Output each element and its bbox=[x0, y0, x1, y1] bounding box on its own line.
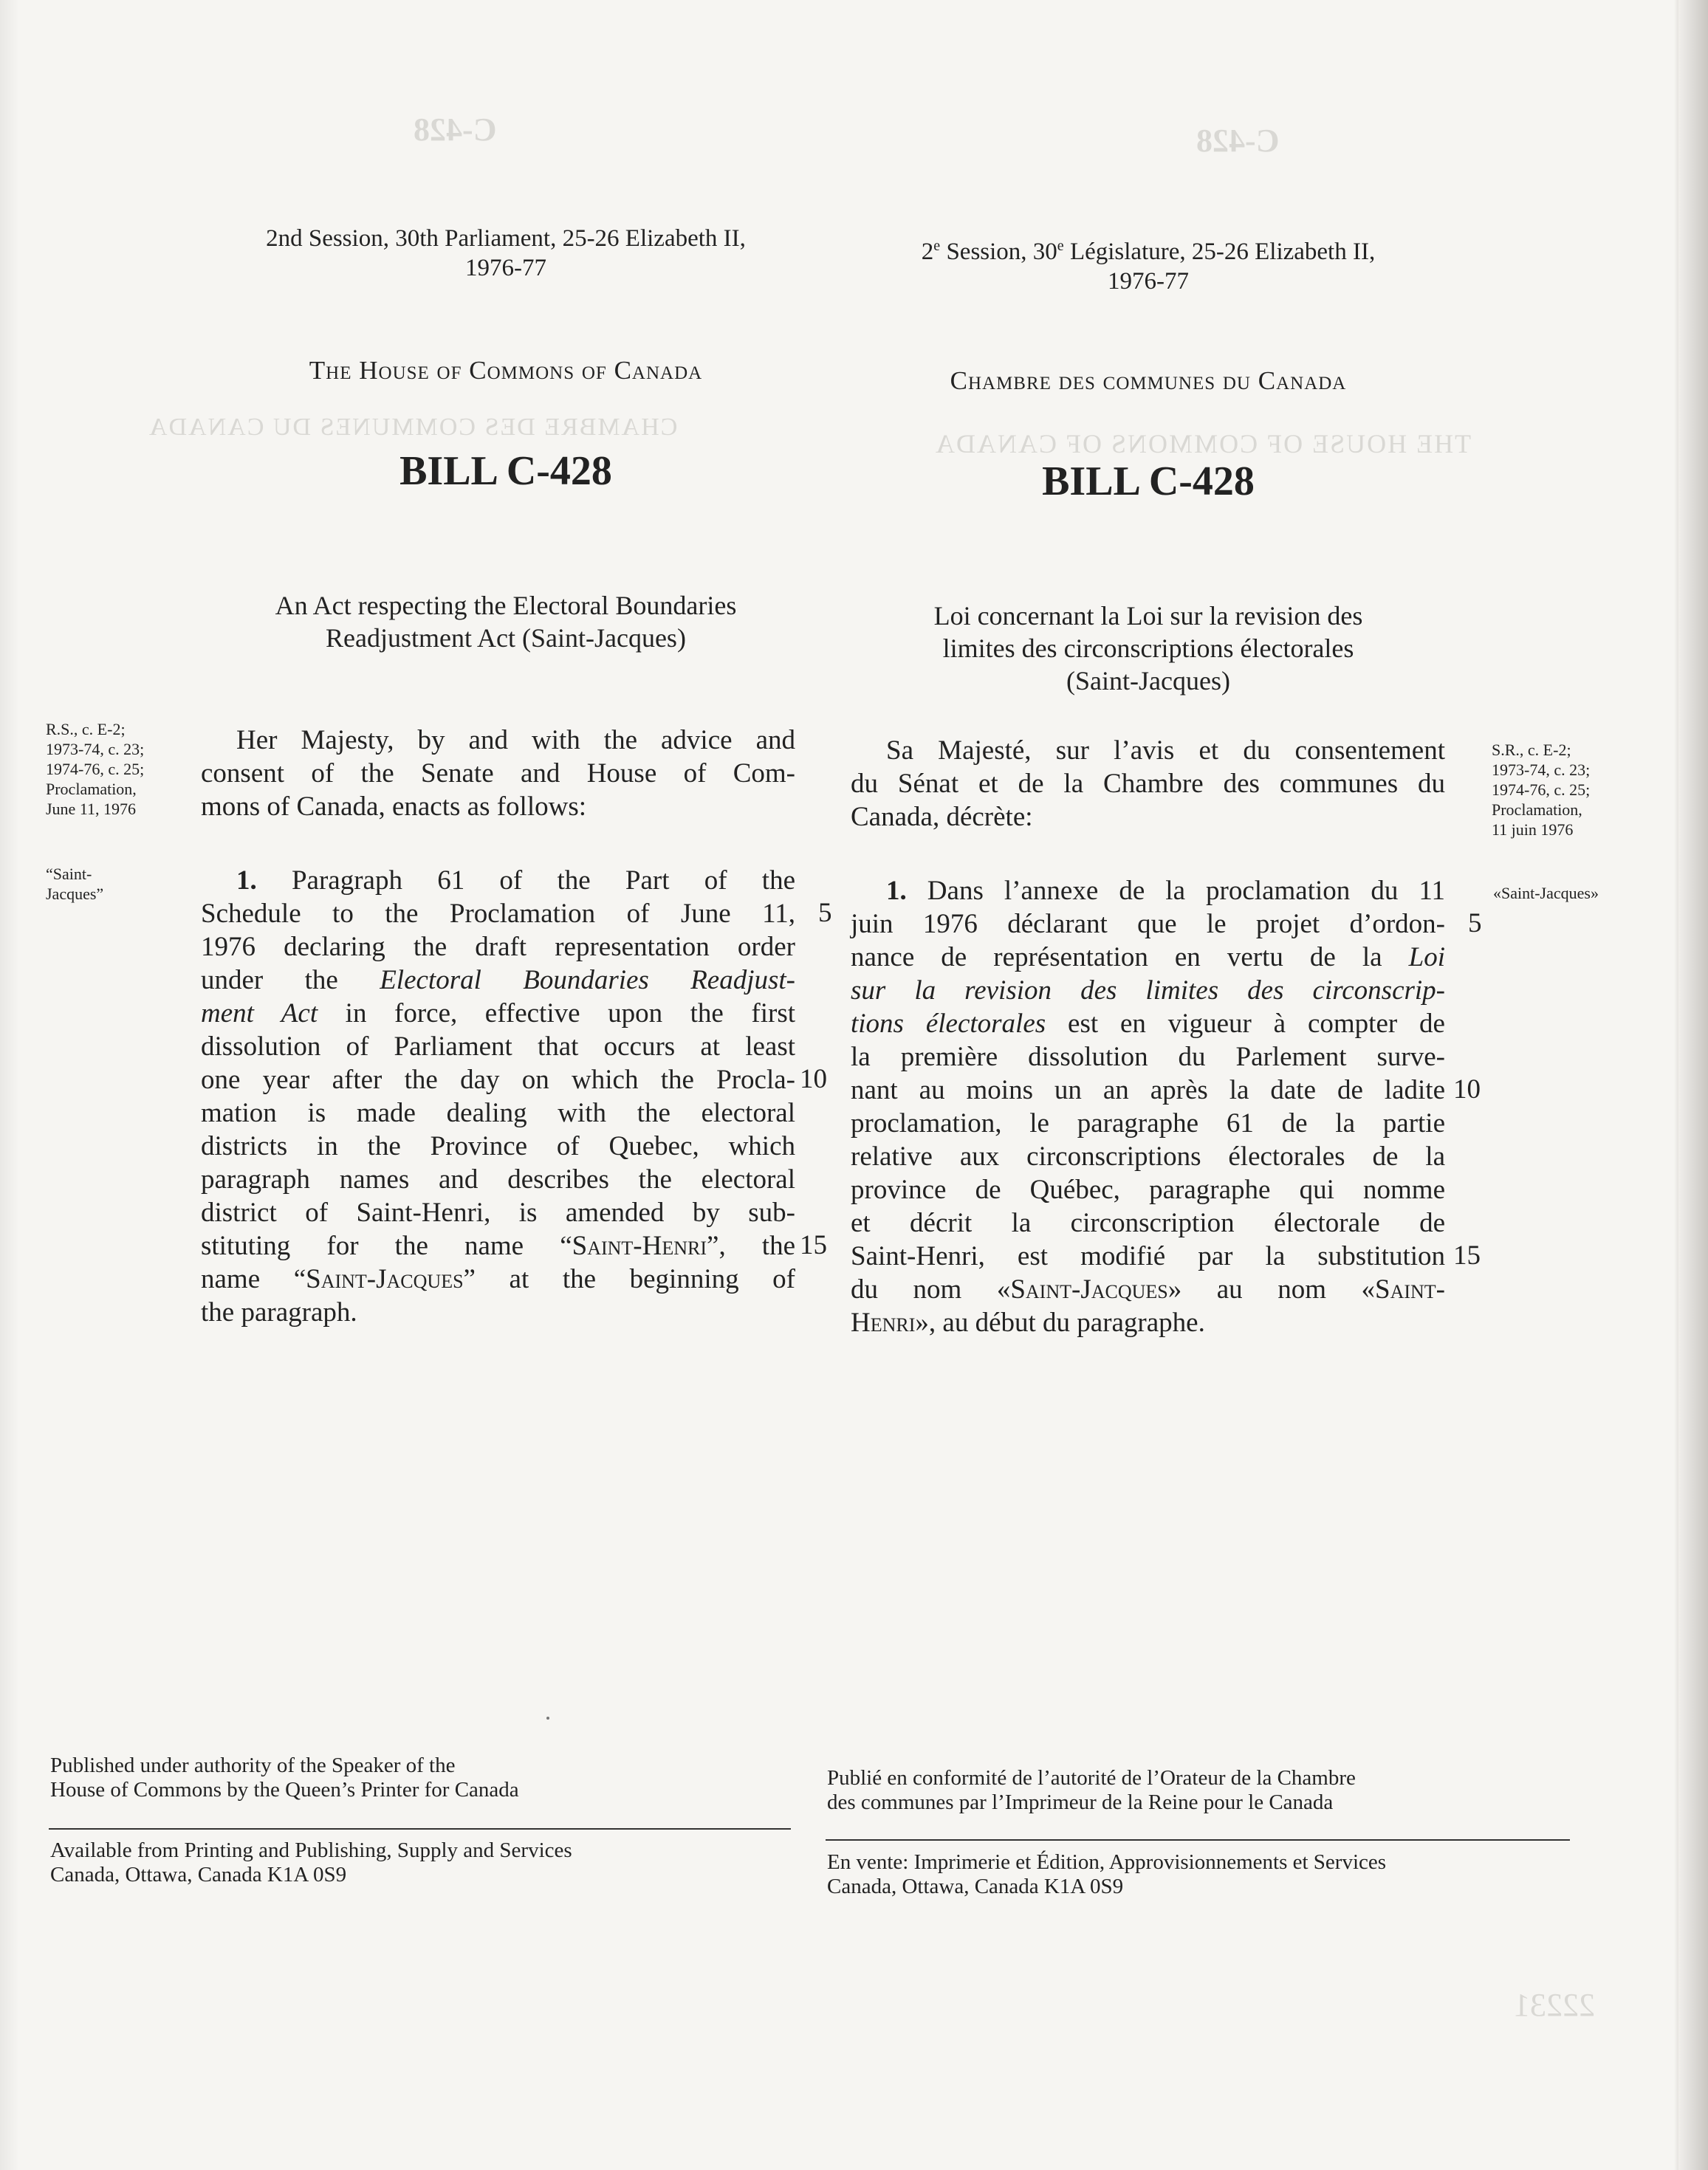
english-enacting-clause bbox=[201, 724, 795, 823]
english-section-1 bbox=[201, 864, 795, 1329]
french-clause-line: relative aux circonscriptions électorales de la bbox=[851, 1141, 1445, 1172]
english-clause-line: dissolution of Parliament that occurs at least bbox=[201, 1031, 795, 1062]
margin-note-line: Proclamation, bbox=[1492, 800, 1582, 819]
footer-line: Publié en conformité de l’autorité de l’Orateur de la Chambre bbox=[827, 1766, 1356, 1790]
margin-note-line: 1973-74, c. 23; bbox=[46, 740, 145, 758]
french-clause-line: province de Québec, paragraphe qui nomme bbox=[851, 1175, 1445, 1205]
french-footer-rule bbox=[826, 1839, 1570, 1841]
french-clause-line: sur la revision des limites des circonscrip- bbox=[851, 975, 1445, 1006]
english-line-number-10: 10 bbox=[800, 1064, 827, 1094]
french-enacting-clause bbox=[851, 734, 1445, 834]
footer-line: House of Commons by the Queen’s Printer for Canada bbox=[50, 1778, 519, 1802]
french-footer-published bbox=[827, 1766, 1588, 1815]
english-line-number-5: 5 bbox=[818, 898, 832, 928]
french-clause-line: proclamation, le paragraphe 61 de la partie bbox=[851, 1108, 1445, 1139]
margin-note-line: 1974-76, c. 25; bbox=[46, 760, 145, 778]
english-bill-number: BILL C-428 bbox=[399, 448, 612, 494]
bleed-number-left: C-428 bbox=[414, 111, 497, 148]
margin-note-line: R.S., c. E-2; bbox=[46, 720, 126, 738]
english-enacting-line: Her Majesty, by and with the advice and bbox=[236, 725, 795, 755]
english-footer-rule bbox=[49, 1828, 791, 1830]
french-title-line-2: limites des circonscriptions électorales bbox=[942, 634, 1354, 663]
french-clause-line: la première dissolution du Parlement surve- bbox=[851, 1042, 1445, 1072]
english-session-years: 1976-77 bbox=[465, 255, 546, 281]
english-clause-line: 1. Paragraph 61 of the Part of the bbox=[236, 865, 795, 896]
french-enacting-line: du Sénat et de la Chambre des communes du bbox=[851, 769, 1445, 799]
footer-line: Canada, Ottawa, Canada K1A 0S9 bbox=[50, 1863, 347, 1886]
margin-note-line: Jacques” bbox=[46, 885, 104, 903]
french-clause-line: 1. Dans l’annexe de la proclamation du 11 bbox=[886, 876, 1445, 906]
french-session-line: 2e Session, 30e Législature, 25-26 Elizabeth II, bbox=[921, 238, 1376, 265]
english-clause-line: the paragraph. bbox=[201, 1297, 357, 1328]
english-enacting-line: consent of the Senate and House of Com- bbox=[201, 758, 795, 789]
english-session-line: 2nd Session, 30th Parliament, 25-26 Elizabeth II, bbox=[266, 225, 746, 252]
english-house-heading: The House of Commons of Canada bbox=[309, 356, 703, 385]
margin-note-line: S.R., c. E-2; bbox=[1492, 741, 1571, 759]
english-margin-note-citation bbox=[46, 719, 193, 819]
french-enacting-line: Canada, décrète: bbox=[851, 802, 1033, 832]
english-line-number-15: 15 bbox=[800, 1230, 827, 1260]
french-clause-line: nance de représentation en vertu de la Loi bbox=[851, 942, 1445, 972]
bleed-house-right: THE HOUSE OF COMMONS OF CANADA bbox=[934, 429, 1472, 459]
french-line-number-10: 10 bbox=[1453, 1074, 1481, 1105]
french-house-heading: Chambre des communes du Canada bbox=[950, 366, 1347, 395]
footer-line: En vente: Imprimerie et Édition, Approvisionnements et Services bbox=[827, 1850, 1387, 1874]
french-session-years: 1976-77 bbox=[1108, 268, 1189, 295]
french-clause-line: juin 1976 déclarant que le projet d’ordon- bbox=[851, 909, 1445, 939]
english-footer-published bbox=[50, 1754, 789, 1802]
english-clause-line: paragraph names and describes the electoral bbox=[201, 1164, 795, 1195]
english-clause-line: districts in the Province of Quebec, which bbox=[201, 1131, 795, 1161]
bleed-bottom-number: 22231 bbox=[1514, 1987, 1595, 2023]
english-footer-available bbox=[50, 1838, 789, 1887]
english-clause-line: one year after the day on which the Procla- bbox=[201, 1065, 795, 1095]
french-clause-line: Saint-Henri, est modifié par la substitution bbox=[851, 1241, 1445, 1271]
english-title-line-1: An Act respecting the Electoral Boundaries bbox=[275, 591, 737, 620]
english-session bbox=[199, 224, 812, 283]
french-clause-line: nant au moins un an après la date de ladite bbox=[851, 1075, 1445, 1105]
english-clause-line: under the Electoral Boundaries Readjust- bbox=[201, 965, 796, 995]
french-enacting-line: Sa Majesté, sur l’avis et du consentement bbox=[886, 735, 1445, 766]
english-clause-line: 1976 declaring the draft representation order bbox=[201, 932, 795, 962]
page-edge-right bbox=[1678, 0, 1708, 2170]
french-footer-available bbox=[827, 1850, 1588, 1899]
margin-note-line: 1973-74, c. 23; bbox=[1492, 760, 1591, 779]
french-bill-number: BILL C-428 bbox=[1042, 459, 1255, 504]
footer-line: Available from Printing and Publishing, Supply and Services bbox=[50, 1838, 572, 1862]
english-clause-line: district of Saint-Henri, is amended by sub- bbox=[201, 1198, 795, 1228]
french-clause-line: tions électorales est en vigueur à compter de bbox=[851, 1009, 1445, 1039]
french-section-1 bbox=[851, 874, 1445, 1339]
french-session bbox=[842, 231, 1455, 296]
margin-note-line: 11 juin 1976 bbox=[1492, 820, 1574, 839]
margin-note-line: Proclamation, bbox=[46, 780, 137, 798]
footer-line: Canada, Ottawa, Canada K1A 0S9 bbox=[827, 1875, 1124, 1898]
bleed-number-right: C-428 bbox=[1196, 123, 1280, 159]
french-margin-note-citation bbox=[1492, 740, 1639, 839]
english-clause-line: stituting for the name “Saint-Henri”, the bbox=[201, 1231, 795, 1261]
footer-line: des communes par l’Imprimeur de la Reine pour le Canada bbox=[827, 1790, 1334, 1814]
french-clause-line: et décrit la circonscription électorale de bbox=[851, 1208, 1445, 1238]
english-clause-line: mation is made dealing with the electoral bbox=[201, 1098, 795, 1128]
stray-mark bbox=[546, 1717, 549, 1720]
english-clause-line: name “Saint-Jacques” at the beginning of bbox=[201, 1264, 796, 1294]
french-title-line-3: (Saint-Jacques) bbox=[1066, 666, 1230, 696]
french-title-line-1: Loi concernant la Loi sur la revision des bbox=[933, 601, 1363, 631]
margin-note-line: June 11, 1976 bbox=[46, 800, 137, 818]
english-clause-line: ment Act in force, effective upon the first bbox=[201, 998, 796, 1029]
french-line-number-5: 5 bbox=[1468, 908, 1482, 938]
french-clause-line: du nom «Saint-Jacques» au nom «Saint- bbox=[851, 1274, 1446, 1305]
english-margin-note-name bbox=[46, 864, 193, 904]
french-clause-line: Henri», au début du paragraphe. bbox=[851, 1308, 1205, 1338]
margin-note-line: 1974-76, c. 25; bbox=[1492, 780, 1591, 799]
english-enacting-line: mons of Canada, enacts as follows: bbox=[201, 792, 586, 822]
english-title-line-2: Readjustment Act (Saint-Jacques) bbox=[326, 623, 686, 653]
french-line-number-15: 15 bbox=[1453, 1240, 1481, 1271]
french-act-title bbox=[842, 600, 1455, 697]
french-margin-note-name: «Saint-Jacques» bbox=[1493, 884, 1599, 902]
margin-note-line: “Saint- bbox=[46, 865, 92, 883]
english-clause-line: Schedule to the Proclamation of June 11, bbox=[201, 899, 795, 929]
page-edge-left bbox=[0, 0, 19, 2170]
english-act-title bbox=[199, 589, 812, 654]
bleed-house-left: CHAMBRE DES COMMUNES DU CANADA bbox=[148, 413, 678, 441]
footer-line: Published under authority of the Speaker of the bbox=[50, 1754, 456, 1777]
